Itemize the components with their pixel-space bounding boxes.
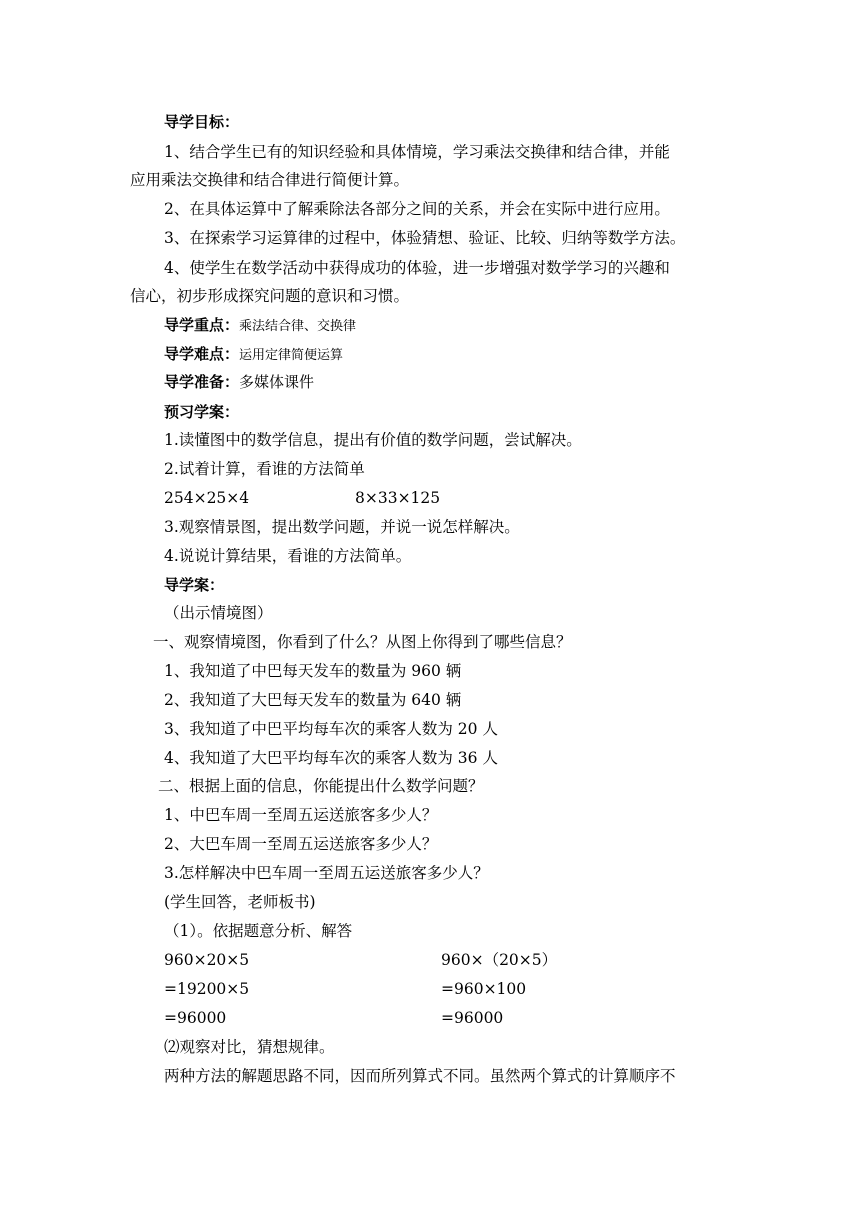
preparation-row	[164, 372, 314, 392]
objective-line-2: 2、在具体运算中了解乘除法各部分之间的关系，并会在实际中进行应用。	[164, 200, 670, 218]
calc-b-line-3: =96000	[441, 1009, 504, 1027]
key-point-value: 乘法结合律、交换律	[239, 319, 357, 334]
difficulty-row	[164, 344, 343, 366]
calc-b-line-1: 960×（20×5）	[441, 951, 558, 969]
calc-a-line-3: =96000	[164, 1009, 227, 1027]
calc-a-line-1: 960×20×5	[164, 951, 250, 969]
preview-item-2: 2.试着计算，看谁的方法简单	[164, 460, 365, 478]
objective-line-1-cont: 应用乘法交换律和结合律进行简便计算。	[130, 171, 410, 189]
question-3: 3.怎样解决中巴车周一至周五运送旅客多少人？	[164, 864, 489, 882]
objective-line-4: 4、使学生在数学活动中获得成功的体验，进一步增强对数学学习的兴趣和	[164, 259, 670, 277]
step-2: ⑵观察对比，猜想规律。	[164, 1038, 335, 1056]
preparation-label: 导学准备：	[164, 373, 240, 391]
objective-line-1: 1、结合学生已有的知识经验和具体情境，学习乘法交换律和结合律，并能	[164, 143, 670, 161]
answer-note: (学生回答，老师板书)	[164, 893, 316, 911]
step-1: （1）。依据题意分析、解答	[164, 922, 353, 940]
objective-line-4-cont: 信心，初步形成探究问题的意识和习惯。	[130, 287, 410, 305]
preview-heading: 预习学案：	[164, 403, 240, 421]
guide-heading: 导学案：	[164, 576, 225, 594]
fact-2: 2、我知道了大巴每天发车的数量为 640 辆	[164, 691, 462, 709]
difficulty-label: 导学难点：	[164, 345, 240, 363]
section-2-title: 二、根据上面的信息，你能提出什么数学问题？	[158, 777, 484, 795]
section-1-title: 一、观察情境图，你看到了什么？从图上你得到了哪些信息？	[153, 633, 572, 651]
fact-1: 1、我知道了中巴每天发车的数量为 960 辆	[164, 662, 462, 680]
difficulty-value: 运用定律简便运算	[239, 348, 344, 363]
fact-3: 3、我知道了中巴平均每车次的乘客人数为 20 人	[164, 720, 498, 738]
objective-line-3: 3、在探索学习运算律的过程中，体验猜想、验证、比较、归纳等数学方法。	[164, 229, 686, 247]
question-1: 1、中巴车周一至周五运送旅客多少人？	[164, 806, 438, 824]
calc-b-line-2: =960×100	[441, 980, 527, 998]
preview-item-4: 4.说说计算结果，看谁的方法简单。	[164, 547, 412, 565]
calc-a-line-2: =19200×5	[164, 980, 250, 998]
preview-item-1: 1.读懂图中的数学信息，提出有价值的数学问题，尝试解决。	[164, 431, 582, 449]
fact-4: 4、我知道了大巴平均每车次的乘客人数为 36 人	[164, 749, 498, 767]
preview-calc-right: 8×33×125	[355, 489, 441, 507]
key-point-label: 导学重点：	[164, 316, 240, 334]
preparation-value: 多媒体课件	[239, 373, 315, 391]
key-point-row	[164, 315, 356, 337]
conclusion: 两种方法的解题思路不同，因而所列算式不同。虽然两个算式的计算顺序不	[164, 1067, 676, 1085]
objectives-heading: 导学目标：	[164, 113, 240, 131]
question-2: 2、大巴车周一至周五运送旅客多少人？	[164, 835, 438, 853]
show-scene: （出示情境图）	[164, 604, 273, 622]
preview-item-3: 3.观察情景图，提出数学问题，并说一说怎样解决。	[164, 518, 520, 536]
preview-calc-left: 254×25×4	[164, 489, 250, 507]
